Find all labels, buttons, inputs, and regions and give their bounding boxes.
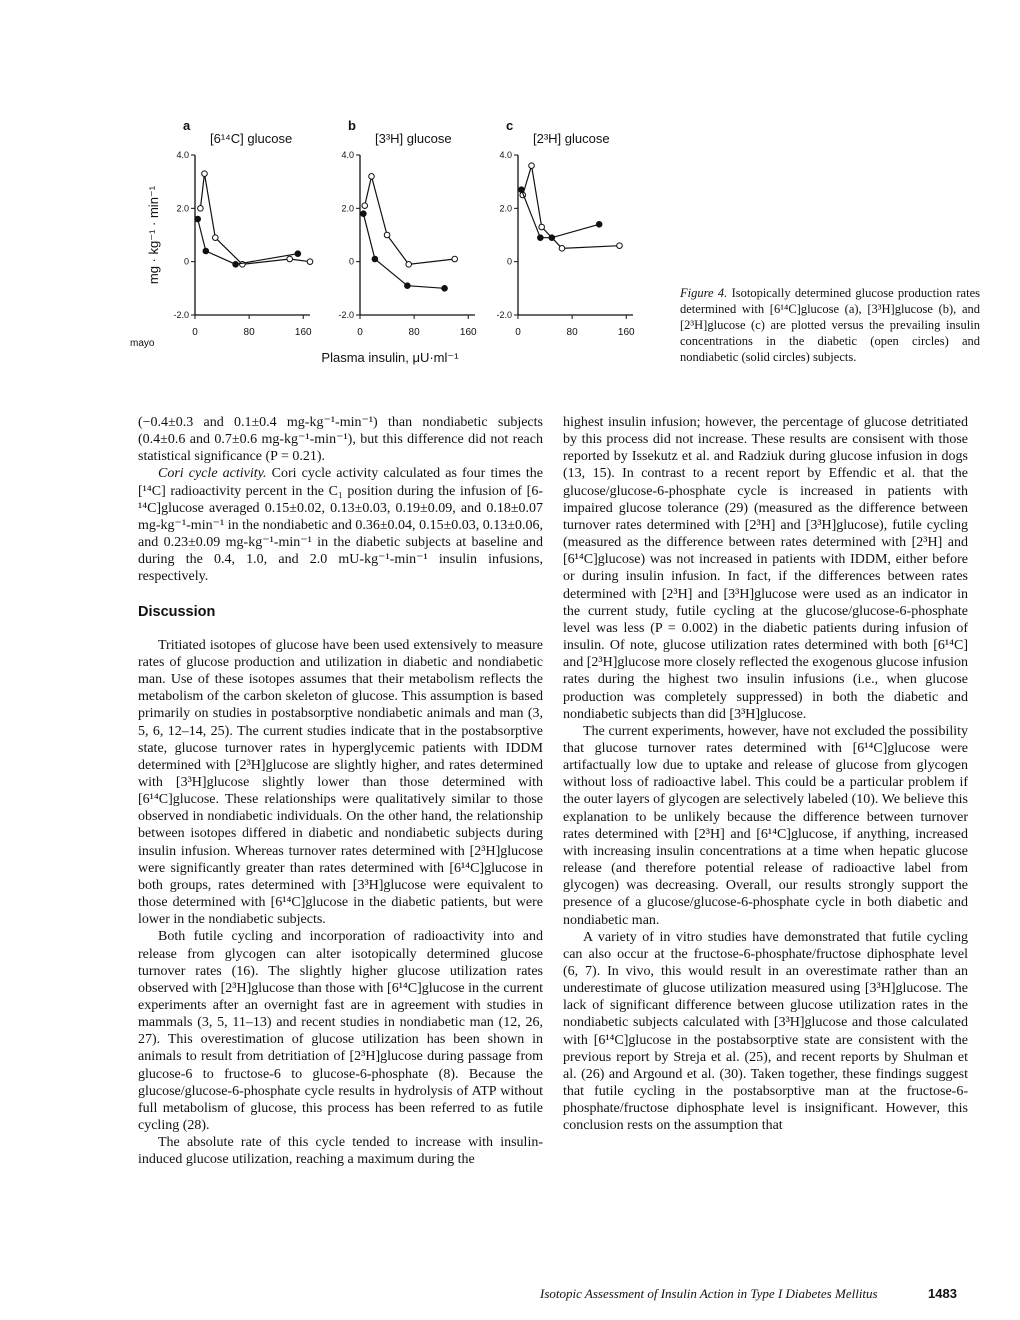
section-heading: Discussion (138, 603, 216, 620)
nondiabetic-point (361, 211, 367, 217)
figure-caption (680, 285, 980, 365)
x-tick-label: 160 (617, 327, 635, 338)
x-tick-label: 0 (192, 327, 198, 338)
nondiabetic-point (538, 235, 544, 241)
page-footer (540, 1286, 960, 1302)
y-tick-label: 0 (183, 256, 189, 267)
page-number: 1483 (928, 1286, 957, 1301)
y-axis-label: mg · kg⁻¹ · min⁻¹ (146, 185, 161, 285)
x-tick-label: 160 (294, 327, 312, 338)
caption-text: Isotopically determined glucose production rates determined with [6¹⁴C]glucose (a), [3³H]glucose (b), and [2³H]glucose (c) are plotted versus the prevailing insulin concentrations in the diabetic (open circles) and nondiabetic (solid circles) subjects. (680, 286, 980, 364)
y-tick-label: 2.0 (499, 203, 512, 214)
right-column (563, 414, 968, 1135)
diabetic-point (202, 171, 208, 177)
diabetic-point (529, 163, 535, 169)
paragraph: The current experiments, however, have not excluded the possibility that glucose turnover rates determined with [6¹⁴C]glucose were artifactually low due to uptake and release of glucose from glycogen without loss of radioactive label. This could be a particular problem if the outer layers of glycogen are selectively labeled (10). We believe this explanation to be unlikely because the difference between turnover rates determined with [2³H] and [6¹⁴C]glucose, if anything, increased with increasing insulin concentrations at a time when hepatic glucose release (and therefore potential release of radioactive label from glycogen) was decreasing. Overall, our results strongly support the presence of a glucose/glucose-6-phosphate cycle in both diabetic and nondiabetic man. (563, 723, 968, 928)
diabetic-point (369, 174, 375, 180)
running-title: Isotopic Assessment of Insulin Action in Type I Diabetes Mellitus (540, 1286, 878, 1301)
y-tick-label: -2.0 (338, 310, 354, 320)
x-axis-label: Plasma insulin, μU·ml⁻¹ (321, 350, 459, 365)
y-tick-label: 4.0 (176, 150, 189, 160)
nondiabetic-point (203, 248, 209, 254)
nondiabetic-series-line (521, 190, 599, 238)
nondiabetic-point (596, 222, 602, 228)
nondiabetic-point (519, 187, 525, 193)
panel-title: [6¹⁴C] glucose (210, 131, 293, 146)
panel-letter: c (506, 118, 514, 133)
nondiabetic-series-line (363, 214, 444, 289)
y-tick-label: 4.0 (341, 150, 354, 160)
run-in-heading: Cori cycle activity. (158, 466, 267, 482)
y-tick-label: 2.0 (341, 203, 354, 214)
panel-title: [2³H] glucose (533, 131, 610, 146)
nondiabetic-point (549, 235, 555, 241)
diabetic-point (212, 235, 218, 241)
y-tick-label: -2.0 (173, 310, 189, 320)
diabetic-point (362, 203, 368, 209)
paragraph (138, 465, 543, 585)
x-tick-label: 80 (408, 327, 420, 338)
x-tick-label: 160 (459, 327, 477, 338)
left-column (138, 414, 543, 1169)
panel-letter: b (348, 118, 356, 133)
diabetic-point (452, 256, 458, 262)
paragraph: Tritiated isotopes of glucose have been used extensively to measure rates of glucose production and utilization in diabetic and nondiabetic man. Use of these isotopes assumes that their metabolism reflects the metabolism of the carbon skeleton of glucose. This assumption is based primarily on studies in postabsorptive nondiabetic animals and man (3, 5, 6, 12–14, 25). The current studies indicate that in the postabsorptive state, glucose turnover rates in hyperglycemic patients with IDDM determined with [2³H]glucose are slightly higher, and rates determined with [3³H]glucose slightly lower than those determined with [6¹⁴C]glucose. These relationships were qualitatively similar to those observed in nondiabetic individuals. On the other hand, the relationship between isotopes differed in diabetic and nondiabetic subjects during insulin infusion. Whereas turnover rates determined with [2³H]glucose were significantly greater than rates determined with [6¹⁴C]glucose in both groups, rates determined with [3³H]glucose were equivalent to those determined with [6¹⁴C]glucose in the diabetic patients, but were lower in the nondiabetic subjects. (138, 637, 543, 928)
diabetic-series-line (365, 176, 455, 264)
x-tick-label: 0 (357, 327, 363, 338)
paragraph: highest insulin infusion; however, the percentage of glucose detritiated by this process did not increase. These results are consisent with those reported by Issekutz et al. and Radziuk during glucose infusion in dogs (13, 15). In contrast to a recent report by Effendic et al. that the glucose/glucose-6-phosphate cycle is increased in patients with impaired glucose tolerance (29) (measured as the difference between turnover rates determined with [2³H] and [3³H]glucose), futile cycling (measured as the difference between rates determined with [2³H] and [6¹⁴C]glucose) was not increased in patients with IDDM, either before or during insulin infusion. In fact, if the differences between rates determined with [2³H] and [3³H]glucose were used as an indicator in the current study, futile cycling at the glucose/glucose-6-phosphate level was less (P = 0.002) in the diabetic patients during infusion of insulin. Of note, glucose utilization rates determined with both [6¹⁴C] and [2³H]glucose more closely reflected the exogenous glucose infusion rates during the highest two insulin infusions (i.e., when glucose production was completely suppressed) in both the diabetic and nondiabetic subjects than did [3³H]glucose. (563, 415, 968, 722)
diabetic-series-line (200, 174, 310, 265)
panel-letter: a (183, 118, 191, 133)
mayo-logo: mayo (130, 338, 155, 349)
diabetic-point (406, 262, 412, 268)
nondiabetic-point (372, 256, 378, 262)
diabetic-point (384, 232, 390, 238)
x-tick-label: 80 (566, 327, 578, 338)
y-tick-label: 0 (506, 256, 512, 267)
y-tick-label: 0 (348, 256, 354, 267)
paragraph: Both futile cycling and incorporation of radioactivity into and release from glycogen can alter isotopically determined glucose turnover rates (16). The slightly higher glucose utilization rates observed with [2³H]glucose than those with [6¹⁴C]glucose in the current experiments after an overnight fast are in agreement with studies in mammals (3, 5, 11–13) and recent studies in nondiabetic man (12, 26, 27). This overestimation of glucose utilization has been shown in animals to result from detritiation of [2³H]glucose during passage from glucose-6 to fructose-6 to glucose-6-phosphate (8). Because the glucose/glucose-6-phosphate cycle results in hydrolysis of ATP without full metabolism of glucose, this process has been referred to as futile cycling (28). (138, 929, 543, 1134)
diabetic-point (198, 206, 204, 212)
y-tick-label: -2.0 (496, 310, 512, 320)
x-tick-label: 0 (515, 327, 521, 338)
nondiabetic-point (233, 262, 239, 268)
diabetic-series-line (523, 166, 620, 249)
diabetic-point (307, 259, 313, 265)
nondiabetic-point (195, 216, 201, 222)
paragraph-text: Cori cycle activity calculated as four times the [¹⁴C] radioactivity percent in the C₁ position during the infusion of [6-¹⁴C]glucose averaged 0.15±0.02, 0.13±0.03, 0.19±0.09, and 0.18±0.07 mg-kg⁻¹-min⁻¹ in the nondiabetic and 0.36±0.04, 0.15±0.03, 0.13±0.06, and 0.23±0.09 mg-kg⁻¹-min⁻¹ in the diabetic subjects at baseline and during the 0.4, 1.0, and 2.0 mU-kg⁻¹-min⁻¹ insulin infusions, respectively. (138, 466, 543, 585)
diabetic-point (559, 246, 565, 252)
nondiabetic-point (442, 286, 448, 292)
nondiabetic-point (405, 283, 411, 289)
y-tick-label: 4.0 (499, 150, 512, 160)
nondiabetic-point (295, 251, 301, 257)
diabetic-point (617, 243, 623, 249)
paragraph: A variety of in vitro studies have demonstrated that futile cycling can also occur at the fructose-6-phosphate/fructose diphosphate level (6, 7). In vivo, this would result in an overestimate rather than an underestimate of glucose utilization measured using [3³H]glucose. The lack of significant difference between glucose utilization rates in the nondiabetic subjects calculated with [3³H]glucose and those calculated with [6¹⁴C]glucose in the postabsorptive state are consistent with the previous report by Streja et al. (25), and recent reports by Shulman et al. (26) and Argound et al. (30). Taken together, these findings suggest that futile cycling in the postabsorptive man at the fructose-6-phosphate/fructose diphosphate level is insignificant. However, this conclusion rests on the assumption that (563, 929, 968, 1134)
caption-label: Figure 4. (680, 286, 728, 300)
paragraph: (−0.4±0.3 and 0.1±0.4 mg-kg⁻¹-min⁻¹) than nondiabetic subjects (0.4±0.6 and 0.7±0.6 mg-kg⁻¹-min⁻¹), but this difference did not reach statistical significance (P = 0.21). (138, 415, 543, 465)
y-tick-label: 2.0 (176, 203, 189, 214)
x-tick-label: 80 (243, 327, 255, 338)
figure-4 (140, 110, 660, 370)
panel-title: [3³H] glucose (375, 131, 452, 146)
diabetic-point (539, 224, 545, 230)
diabetic-point (287, 256, 293, 262)
paragraph: The absolute rate of this cycle tended to increase with insulin-induced glucose utilization, reaching a maximum during the (138, 1135, 543, 1168)
